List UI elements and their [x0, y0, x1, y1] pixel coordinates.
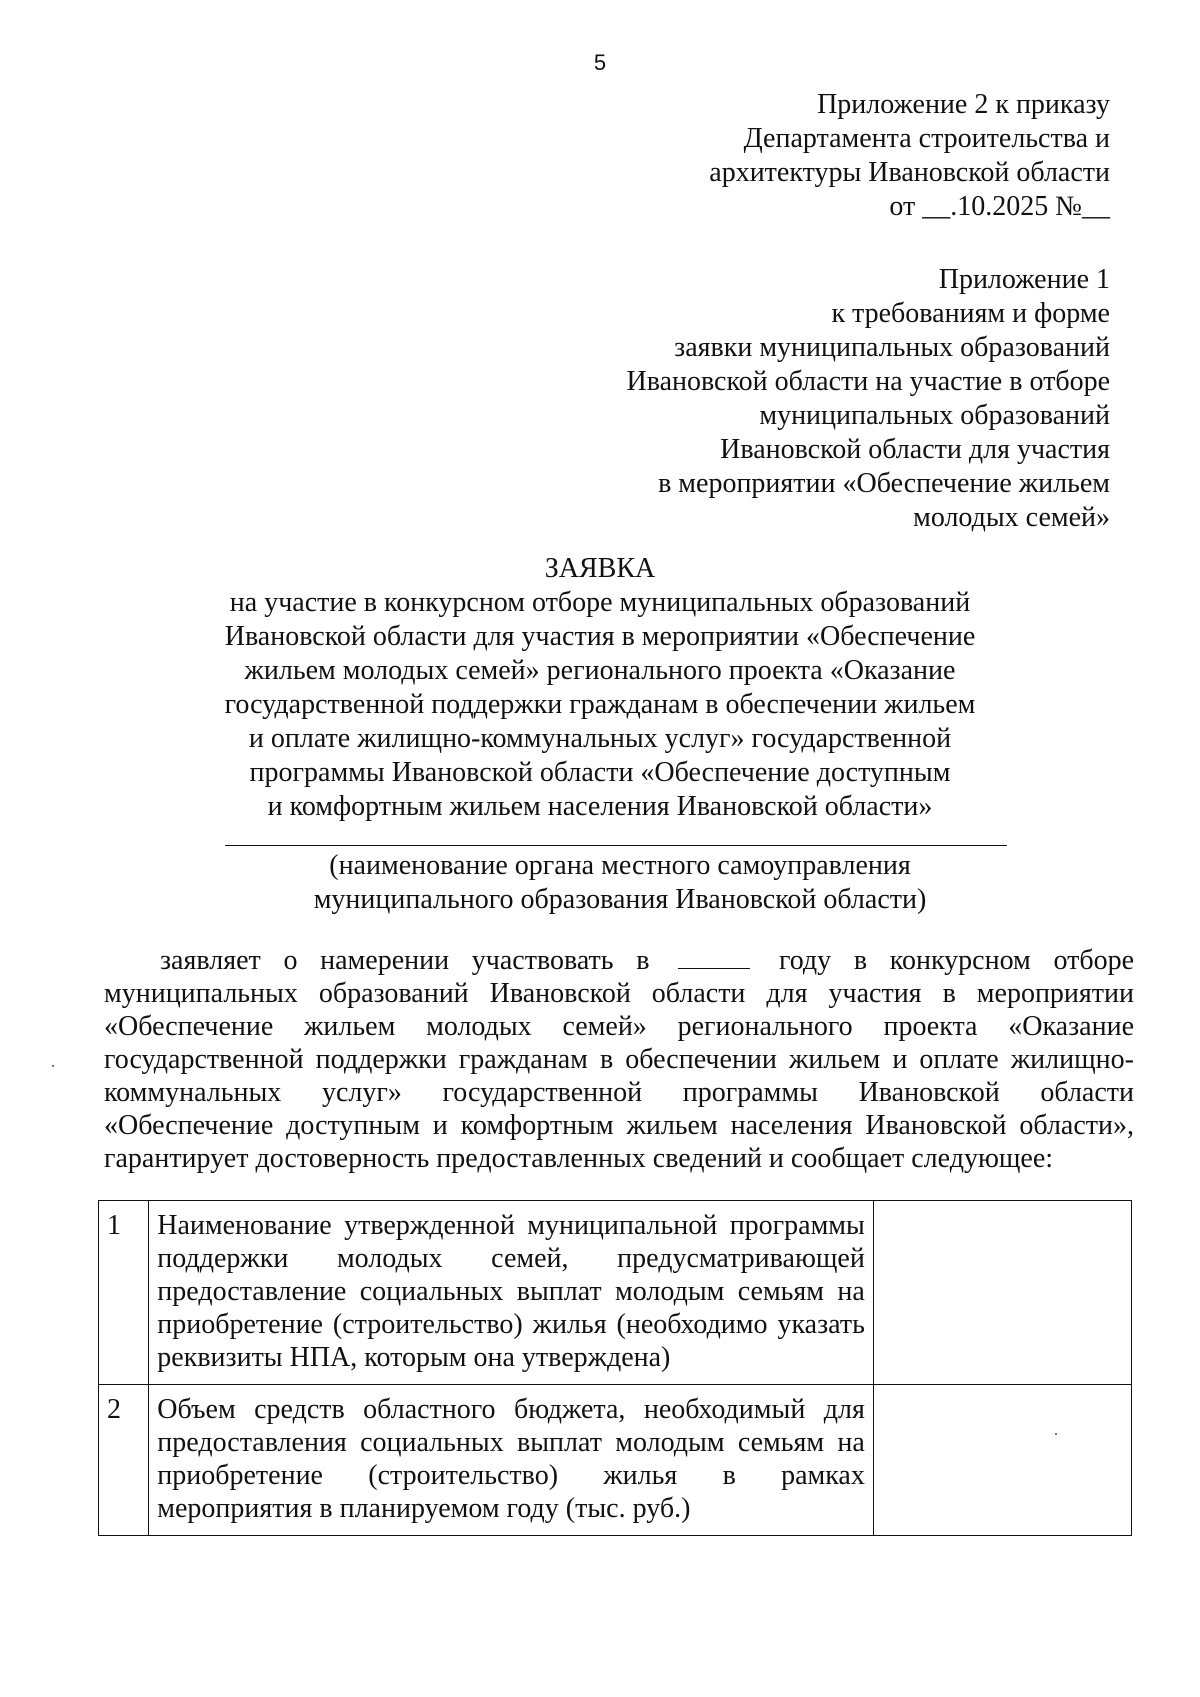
appendix-2-line: Приложение 2 к приказу: [817, 89, 1110, 120]
heading-line: программы Ивановской области «Обеспечение доступным: [249, 757, 951, 788]
row-value-cell[interactable]: [873, 1201, 1131, 1385]
appendix-1-line: Ивановской области на участие в отборе: [626, 366, 1110, 397]
appendix-1-line: Ивановской области для участия: [720, 434, 1110, 465]
appendix-2-date-line: от __.10.2025 №__: [889, 191, 1110, 222]
row-description: [149, 1385, 874, 1536]
heading-line: и оплате жилищно-коммунальных услуг» государственной: [248, 723, 952, 754]
appendix-2-line: архитектуры Ивановской области: [709, 157, 1110, 188]
statement-first-part-end: году в конкурсном отборе: [778, 945, 1135, 976]
appendix-1-line: к требованиям и форме: [831, 298, 1110, 329]
caption-line: муниципального образования Ивановской области): [313, 884, 927, 915]
scan-speck: [1055, 1433, 1057, 1435]
appendix-1-reference: [627, 263, 1111, 535]
scan-speck: [52, 1065, 54, 1067]
table-row: [99, 1201, 1132, 1385]
statement-line: государственной поддержки гражданам в обеспечении жильем и оплате жилищно-: [104, 1044, 1134, 1075]
appendix-1-line: молодых семей»: [913, 502, 1110, 533]
appendix-2-line: Департамента строительства и: [743, 123, 1110, 154]
row-description-line: мероприятия в планируемом году (тыс. руб.): [157, 1493, 691, 1524]
statement-line-first: [104, 944, 1134, 977]
row-description-line: Наименование утвержденной муниципальной программы: [157, 1210, 865, 1241]
heading-line: Ивановской области для участия в мероприятии «Обеспечение: [224, 621, 976, 652]
row-description-line: Объем средств областного бюджета, необходимый для: [157, 1394, 865, 1425]
page-number: 5: [593, 50, 607, 75]
appendix-1-line: муниципальных образований: [759, 400, 1110, 431]
row-description-line: приобретение (строительство) жилья в рамках: [157, 1460, 865, 1491]
row-value-cell[interactable]: [873, 1385, 1131, 1536]
heading-line: государственной поддержки гражданам в обеспечении жильем: [224, 689, 976, 720]
statement-line: муниципальных образований Ивановской области для участия в мероприятии: [104, 978, 1134, 1009]
year-blank-field[interactable]: [678, 946, 750, 969]
appendix-1-line: Приложение 1: [938, 264, 1110, 295]
authority-name-caption: [0, 849, 1200, 917]
document-title: ЗАЯВКА: [544, 553, 656, 584]
appendix-1-line: заявки муниципальных образований: [674, 332, 1110, 363]
table-row: [99, 1385, 1132, 1536]
row-description-line: приобретение (строительство) жилья (необходимо указать: [157, 1309, 865, 1340]
row-description-line: предоставление социальных выплат молодым семьям на: [157, 1276, 865, 1307]
appendix-2-reference: [709, 88, 1110, 224]
appendix-1-line: в мероприятии «Обеспечение жильем: [658, 468, 1110, 499]
statement-line: «Обеспечение жильем молодых семей» регионального проекта «Оказание: [104, 1011, 1134, 1042]
statement-first-part: заявляет о намерении участвовать в: [160, 945, 650, 976]
statement-line: «Обеспечение доступным и комфортным жильем населения Ивановской области»,: [104, 1110, 1134, 1141]
application-items-table: [98, 1200, 1132, 1536]
row-number: 2: [99, 1385, 149, 1536]
heading-line: и комфортным жильем населения Ивановской области»: [267, 791, 933, 822]
row-number: 1: [99, 1201, 149, 1385]
row-description-line: поддержки молодых семей, предусматривающей: [157, 1243, 865, 1274]
heading-line: жильем молодых семей» регионального проекта «Оказание: [244, 655, 956, 686]
statement-line: коммунальных услуг» государственной программы Ивановской области: [104, 1077, 1134, 1108]
caption-line: (наименование органа местного самоуправления: [329, 850, 911, 881]
heading-line: на участие в конкурсном отборе муниципальных образований: [229, 587, 971, 618]
authority-name-field-line[interactable]: [225, 845, 1007, 846]
statement-line: гарантирует достоверность предоставленных сведений и сообщает следующее:: [104, 1143, 1054, 1174]
application-heading: [0, 552, 1200, 824]
row-description-line: предоставления социальных выплат молодым семьям на: [157, 1427, 865, 1458]
statement-paragraph: [104, 944, 1134, 1175]
row-description: [149, 1201, 874, 1385]
row-description-line: реквизиты НПА, которым она утверждена): [157, 1342, 671, 1373]
